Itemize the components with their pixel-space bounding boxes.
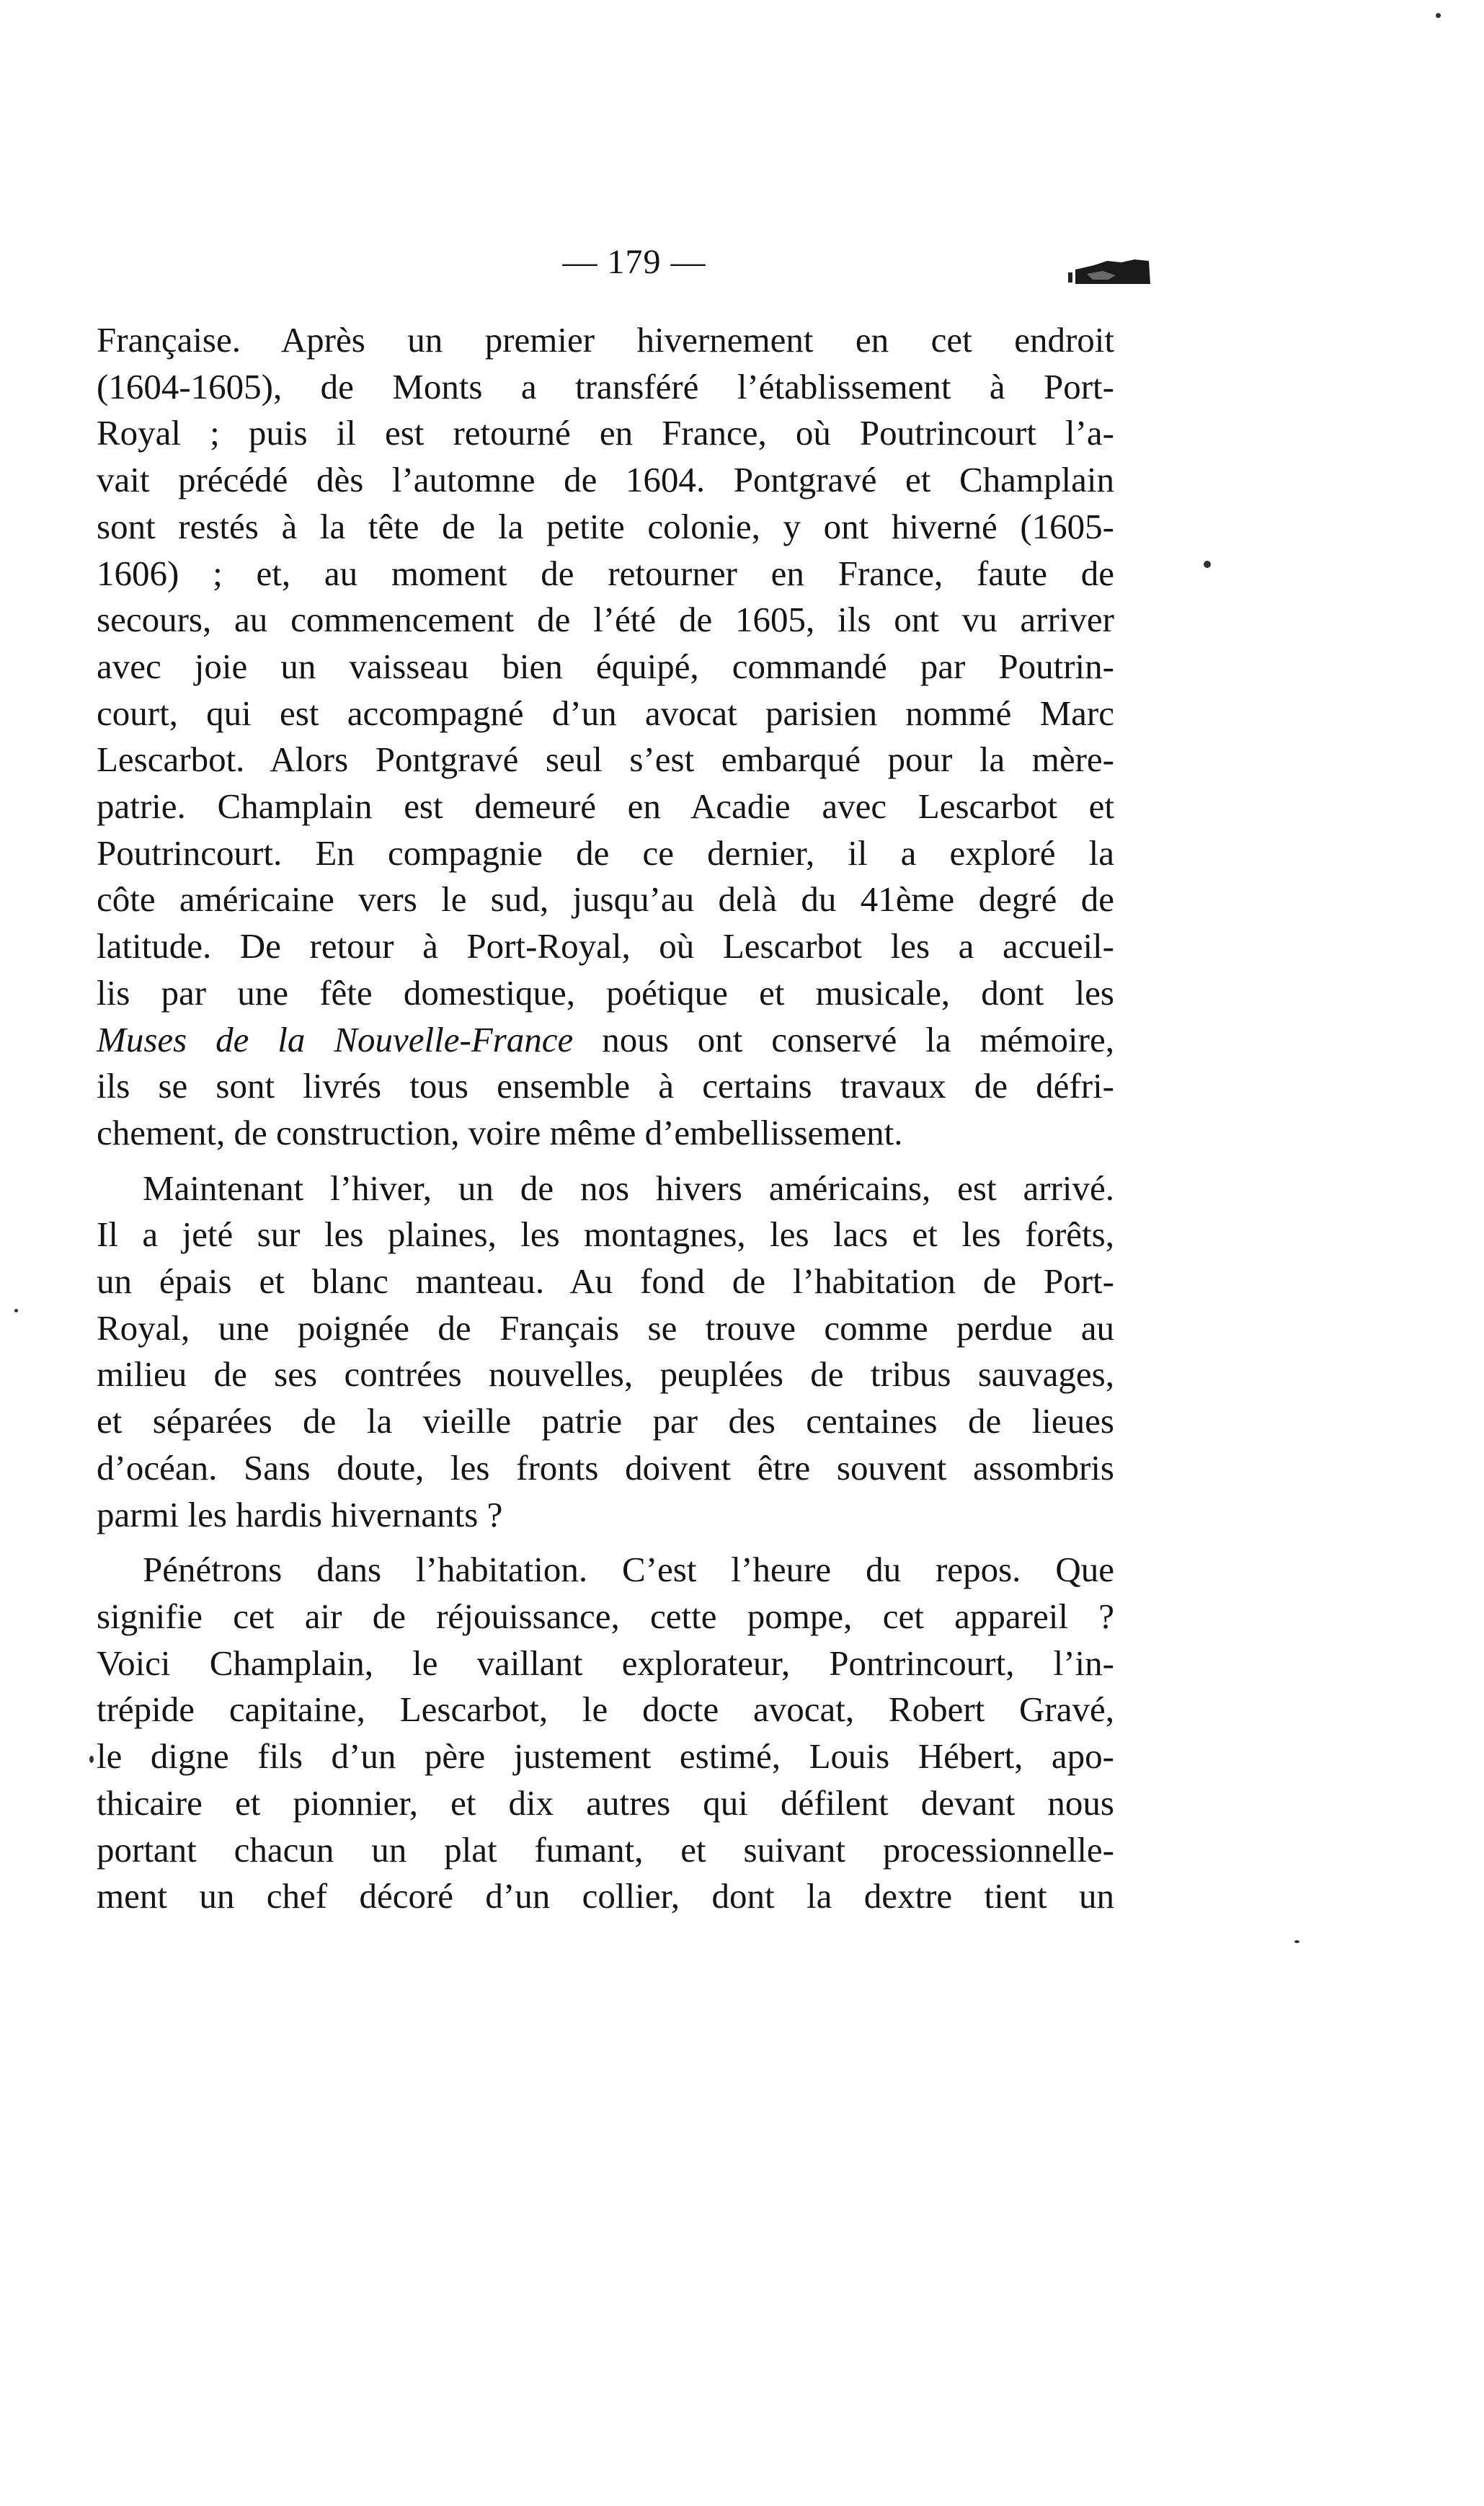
text-line: 1606) ; et, au moment de retourner en France, faute de	[97, 553, 1114, 593]
paragraph-gap	[97, 1538, 1114, 1547]
margin-speck	[1436, 13, 1441, 18]
text-line: lis par une fête domestique, poétique et musicale, dont les	[97, 972, 1114, 1013]
text-line: patrie. Champlain est demeuré en Acadie avec Lescarbot et	[97, 786, 1114, 827]
margin-speck	[1204, 561, 1211, 568]
text-line: parmi les hardis hivernants ?	[97, 1494, 503, 1534]
margin-speck	[14, 1309, 18, 1312]
text-line	[97, 1017, 1114, 1064]
text-line: thicaire et pionnier, et dix autres qui défilent devant nous	[97, 1782, 1114, 1823]
text-line: avec joie un vaisseau bien équipé, commandé par Poutrin-	[97, 646, 1114, 686]
text-line: portant chacun un plat fumant, et suivant processionnelle-	[97, 1829, 1114, 1870]
text-line: un épais et blanc manteau. Au fond de l’habitation de Port-	[97, 1261, 1114, 1302]
text-line: Poutrincourt. En compagnie de ce dernier, il a exploré la	[97, 832, 1114, 873]
ink-blot-mark	[1065, 254, 1152, 287]
text-line: Voici Champlain, le vaillant explorateur, Pontrincourt, l’in-	[97, 1643, 1114, 1683]
text-line: vait précédé dès l’automne de 1604. Pontgravé et Champlain	[97, 460, 1114, 500]
text-line: ils se sont livrés tous ensemble à certains travaux de défri-	[97, 1066, 1114, 1106]
margin-speck	[1294, 1940, 1299, 1943]
paragraph-gap	[97, 1157, 1114, 1165]
text-line: Il a jeté sur les plaines, les montagnes, les lacs et les forêts,	[97, 1214, 1114, 1255]
text-line: sont restés à la tête de la petite colonie, y ont hiverné (1605-	[97, 506, 1114, 546]
body-text	[97, 317, 1114, 1920]
text-line: chement, de construction, voire même d’embellissement.	[97, 1112, 903, 1152]
text-line: ment un chef décoré d’un collier, dont la dextre tient un	[97, 1876, 1114, 1916]
text-line: le digne fils d’un père justement estimé, Louis Hébert, apo-	[97, 1736, 1114, 1777]
text-line: court, qui est accompagné d’un avocat parisien nommé Marc	[97, 693, 1114, 733]
text-line: milieu de ses contrées nouvelles, peuplées de tribus sauvages,	[97, 1354, 1114, 1395]
page-number: — 179 —	[562, 243, 706, 281]
text-line-rest: nous ont conservé la mémoire,	[573, 1019, 1114, 1059]
italic-title: Muses de la Nouvelle-France	[97, 1019, 574, 1059]
text-line: signifie cet air de réjouissance, cette pompe, cet appareil ?	[97, 1596, 1114, 1636]
text-line: secours, au commencement de l’été de 1605, ils ont vu arriver	[97, 600, 1114, 640]
text-line: Lescarbot. Alors Pontgravé seul s’est embarqué pour la mère-	[97, 739, 1114, 780]
text-line: Pénétrons dans l’habitation. C’est l’heure du repos. Que	[143, 1550, 1114, 1590]
text-line: Maintenant l’hiver, un de nos hivers américains, est arrivé.	[143, 1168, 1114, 1208]
text-line: trépide capitaine, Lescarbot, le docte avocat, Robert Gravé,	[97, 1689, 1114, 1730]
text-line: Royal, une poignée de Français se trouve comme perdue au	[97, 1307, 1114, 1348]
margin-speck	[89, 1756, 94, 1763]
text-line: latitude. De retour à Port-Royal, où Lescarbot les a accueil-	[97, 926, 1114, 967]
text-line: Royal ; puis il est retourné en France, où Poutrincourt l’a-	[97, 413, 1114, 453]
text-line: d’océan. Sans doute, les fronts doivent être souvent assombris	[97, 1447, 1114, 1488]
text-line: Française. Après un premier hivernement en cet endroit	[97, 320, 1114, 360]
text-line: côte américaine vers le sud, jusqu’au delà du 41ème degré de	[97, 879, 1114, 920]
text-line: (1604-1605), de Monts a transféré l’établissement à Port-	[97, 366, 1114, 406]
text-line: et séparées de la vieille patrie par des centaines de lieues	[97, 1401, 1114, 1441]
